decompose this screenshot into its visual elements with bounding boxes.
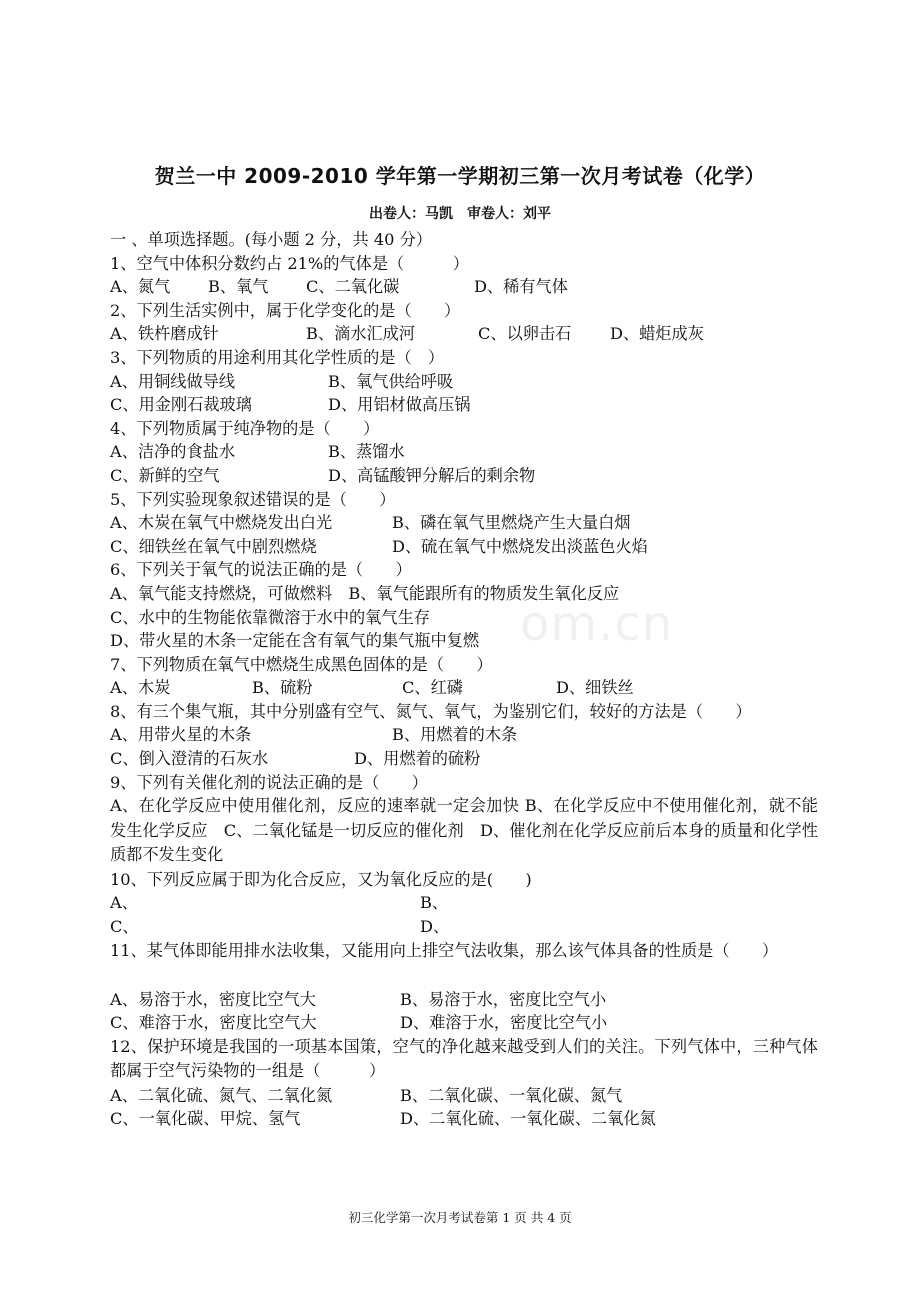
- question-1-stem: 1、空气中体积分数约占 21%的气体是（ ）: [110, 253, 469, 273]
- question-8-stem: 8、有三个集气瓶，其中分别盛有空气、氮气、氧气，为鉴别它们，较好的方法是（ ）: [110, 701, 752, 721]
- q4-option-c: C、新鲜的空气: [110, 465, 220, 485]
- question-12-stem: 12、保护环境是我国的一项基本国策，空气的净化越来越受到人们的关注。下列气体中，三种气体都属于空气污染物的一组是（ ）: [110, 1036, 818, 1081]
- q10-option-b: B、: [420, 893, 449, 913]
- q3-option-d: D、用铝材做高压锅: [328, 395, 471, 415]
- q3-option-a: A、用铜线做导线: [110, 371, 236, 391]
- question-7-stem: 7、下列物质在氧气中燃烧生成黑色固体的是（ ）: [110, 654, 493, 674]
- question-11-options-cd: [110, 1011, 818, 1035]
- q6-option-c: C、水中的生物能依靠微溶于水中的氧气生存: [110, 607, 430, 627]
- q2-option-a: A、铁杵磨成针: [110, 324, 219, 344]
- question-5-stem: 5、下列实验现象叙述错误的是（ ）: [110, 489, 396, 509]
- q10-option-d: D、: [420, 916, 450, 936]
- q5-option-d: D、硫在氧气中燃烧发出淡蓝色火焰: [392, 536, 648, 556]
- q10-option-a: A、: [110, 893, 138, 913]
- question-2-options: [110, 322, 818, 346]
- question-9-stem: 9、下列有关催化剂的说法正确的是（ ）: [110, 772, 428, 792]
- question-4-options-cd: [110, 464, 818, 488]
- question-1-options: [110, 275, 818, 299]
- question-5-options-cd: [110, 535, 818, 559]
- question-12-options-cd: [110, 1107, 818, 1131]
- q11-option-c: C、难溶于水，密度比空气大: [110, 1013, 317, 1033]
- q5-option-a: A、木炭在氧气中燃烧发出白光: [110, 513, 333, 533]
- question-11-stem: 11、某气体即能用排水法收集，又能用向上排空气法收集，那么该气体具备的性质是（ ）: [110, 940, 779, 960]
- page-footer: 初三化学第一次月考试卷第 1 页 共 4 页: [348, 1210, 572, 1225]
- question-12-options-ab: [110, 1084, 818, 1108]
- q3-option-b: B、氧气供给呼吸: [328, 371, 454, 391]
- question-6-stem: 6、下列关于氧气的说法正确的是（ ）: [110, 560, 412, 580]
- q4-option-b: B、蒸馏水: [328, 442, 405, 462]
- q7-option-b: B、硫粉: [252, 678, 313, 698]
- q2-option-c: C、以卵击石: [478, 324, 572, 344]
- q8-option-a: A、用带火星的木条: [110, 725, 252, 745]
- section-heading: 一 、单项选择题。(每小题 2 分，共 40 分）: [110, 230, 432, 249]
- q1-option-b: B、氧气: [208, 277, 269, 297]
- q2-option-d: D、蜡炬成灰: [610, 324, 704, 344]
- q12-option-a: A、二氧化硫、氮气、二氧化氮: [110, 1085, 333, 1105]
- question-8-options-ab: [110, 723, 818, 747]
- q7-option-a: A、木炭: [110, 678, 171, 698]
- question-10-stem: 10、下列反应属于即为化合反应，又为氧化反应的是( ): [110, 869, 532, 889]
- q8-option-d: D、用燃着的硫粉: [354, 749, 481, 769]
- question-5-options-ab: [110, 511, 818, 535]
- question-8-options-cd: [110, 747, 818, 771]
- q11-option-a: A、易溶于水，密度比空气大: [110, 989, 316, 1009]
- q4-option-a: A、洁净的食盐水: [110, 442, 236, 462]
- q1-option-c: C、二氧化碳: [306, 277, 400, 297]
- q5-option-b: B、磷在氧气里燃烧产生大量白烟: [392, 513, 631, 533]
- q2-option-b: B、滴水汇成河: [306, 324, 416, 344]
- q8-option-c: C、倒入澄清的石灰水: [110, 749, 269, 769]
- question-7-options: [110, 676, 818, 700]
- page-title: 贺兰一中 2009-2010 学年第一学期初三第一次月考试卷（化学）: [154, 164, 766, 188]
- q5-option-c: C、细铁丝在氧气中剧烈燃烧: [110, 536, 317, 556]
- question-2-stem: 2、下列生活实例中，属于化学变化的是（ ）: [110, 300, 461, 320]
- q3-option-c: C、用金刚石裁玻璃: [110, 395, 252, 415]
- question-10-options-cd: [110, 915, 818, 939]
- watermark: om.cn: [520, 596, 674, 652]
- question-3-options-cd: [110, 393, 818, 417]
- question-4-options-ab: [110, 440, 818, 464]
- question-11-options-ab: [110, 988, 818, 1012]
- q6-option-ab: A、氧气能支持燃烧，可做燃料 B、氧气能跟所有的物质发生氧化反应: [110, 583, 620, 603]
- q7-option-d: D、细铁丝: [556, 678, 634, 698]
- q11-option-d: D、难溶于水，密度比空气小: [400, 1013, 608, 1033]
- q12-option-d: D、二氧化硫、一氧化碳、二氧化氮: [400, 1109, 656, 1129]
- q6-option-d: D、带火星的木条一定能在含有氧气的集气瓶中复燃: [110, 631, 480, 651]
- question-4-stem: 4、下列物质属于纯净物的是（ ）: [110, 418, 380, 438]
- q7-option-c: C、红磷: [402, 678, 463, 698]
- q10-option-c: C、: [110, 916, 139, 936]
- exam-body: [110, 228, 818, 1131]
- question-3-options-ab: [110, 370, 818, 394]
- q11-option-b: B、易溶于水，密度比空气小: [400, 989, 607, 1009]
- question-3-stem: 3、下列物质的用途利用其化学性质的是（ ）: [110, 347, 445, 367]
- q12-option-c: C、一氧化碳、甲烷、氢气: [110, 1109, 301, 1129]
- q12-option-b: B、二氧化碳、一氧化碳、氮气: [400, 1085, 623, 1105]
- q1-option-d: D、稀有气体: [474, 277, 568, 297]
- q9-options: A、在化学反应中使用催化剂，反应的速率就一定会加快 B、在化学反应中不使用催化剂，就不能发生化学反应 C、二氧化锰是一切反应的催化剂 D、催化剂在化学反应前后本身的质量和化学性质都不发生变化: [110, 796, 818, 865]
- q4-option-d: D、高锰酸钾分解后的剩余物: [328, 465, 536, 485]
- question-10-options-ab: [110, 891, 818, 915]
- exam-authors: 出卷人：马凯 审卷人：刘平: [369, 206, 551, 222]
- q8-option-b: B、用燃着的木条: [392, 725, 518, 745]
- q1-option-a: A、氮气: [110, 277, 171, 297]
